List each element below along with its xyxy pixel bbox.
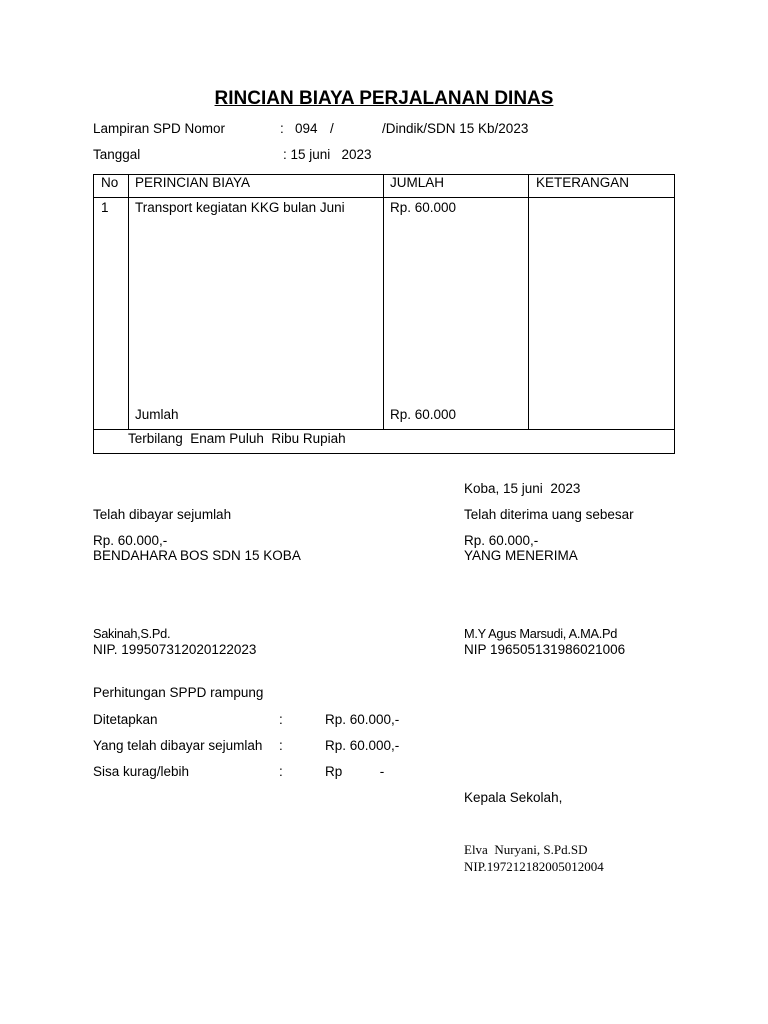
header-no: No xyxy=(101,175,119,190)
row-perincian: Transport kegiatan KKG bulan Juni xyxy=(135,200,345,215)
kepala-nip: NIP.197212182005012004 xyxy=(464,859,604,874)
perhitungan-dibayar-colon: : xyxy=(279,738,283,753)
document-title: RINCIAN BIAYA PERJALANAN DINAS xyxy=(214,88,554,109)
perhitungan-dibayar-label: Yang telah dibayar sejumlah xyxy=(93,738,263,753)
table-border-bottom xyxy=(93,453,675,454)
lampiran-nomor: 094 xyxy=(295,121,318,136)
received-amount: Rp. 60.000,- xyxy=(464,533,539,548)
table-header-divider xyxy=(93,197,675,198)
total-label: Jumlah xyxy=(135,407,179,422)
header-jumlah: JUMLAH xyxy=(390,175,445,190)
perhitungan-heading: Perhitungan SPPD rampung xyxy=(93,685,264,700)
cost-table xyxy=(93,174,675,454)
perhitungan-dibayar-value: Rp. 60.000,- xyxy=(325,738,400,753)
perhitungan-sisa-value: Rp - xyxy=(325,764,385,779)
lampiran-slash: / xyxy=(330,121,334,136)
table-col-divider-1 xyxy=(128,174,129,429)
perhitungan-ditetapkan-label: Ditetapkan xyxy=(93,712,158,727)
receiver-name: M.Y Agus Marsudi, A.MA.Pd xyxy=(464,626,618,641)
tanggal-label: Tanggal xyxy=(93,147,141,162)
row-no: 1 xyxy=(101,200,109,215)
received-label: Telah diterima uang sebesar xyxy=(464,507,634,522)
lampiran-colon: : xyxy=(280,121,284,136)
table-border-right xyxy=(674,174,675,454)
lampiran-suffix: /Dindik/SDN 15 Kb/2023 xyxy=(382,121,529,136)
receiver-nip: NIP 196505131986021006 xyxy=(464,642,626,657)
perhitungan-sisa-colon: : xyxy=(279,764,283,779)
bendahara-role: BENDAHARA BOS SDN 15 KOBA xyxy=(93,548,301,563)
bendahara-nip: NIP. 199507312020122023 xyxy=(93,642,257,657)
table-col-divider-2 xyxy=(383,174,384,429)
perhitungan-ditetapkan-value: Rp. 60.000,- xyxy=(325,712,400,727)
receiver-role: YANG MENERIMA xyxy=(464,548,578,563)
paid-label: Telah dibayar sejumlah xyxy=(93,507,232,522)
perhitungan-ditetapkan-colon: : xyxy=(279,712,283,727)
total-value: Rp. 60.000 xyxy=(390,407,457,422)
bendahara-name: Sakinah,S.Pd. xyxy=(93,626,171,641)
kepala-name: Elva Nuryani, S.Pd.SD xyxy=(464,842,588,857)
table-border-left xyxy=(93,174,94,454)
perhitungan-sisa-label: Sisa kurag/lebih xyxy=(93,764,190,779)
row-jumlah: Rp. 60.000 xyxy=(390,200,457,215)
kepala-role: Kepala Sekolah, xyxy=(464,790,563,805)
tanggal-value: : 15 juni 2023 xyxy=(283,147,372,162)
table-total-divider xyxy=(93,429,675,430)
header-keterangan: KETERANGAN xyxy=(536,175,630,190)
lampiran-label: Lampiran SPD Nomor xyxy=(93,121,226,136)
header-perincian: PERINCIAN BIAYA xyxy=(135,175,251,190)
paid-amount: Rp. 60.000,- xyxy=(93,533,168,548)
table-col-divider-3 xyxy=(528,174,529,429)
place-date: Koba, 15 juni 2023 xyxy=(464,481,581,496)
terbilang-text: Terbilang Enam Puluh Ribu Rupiah xyxy=(128,431,346,446)
